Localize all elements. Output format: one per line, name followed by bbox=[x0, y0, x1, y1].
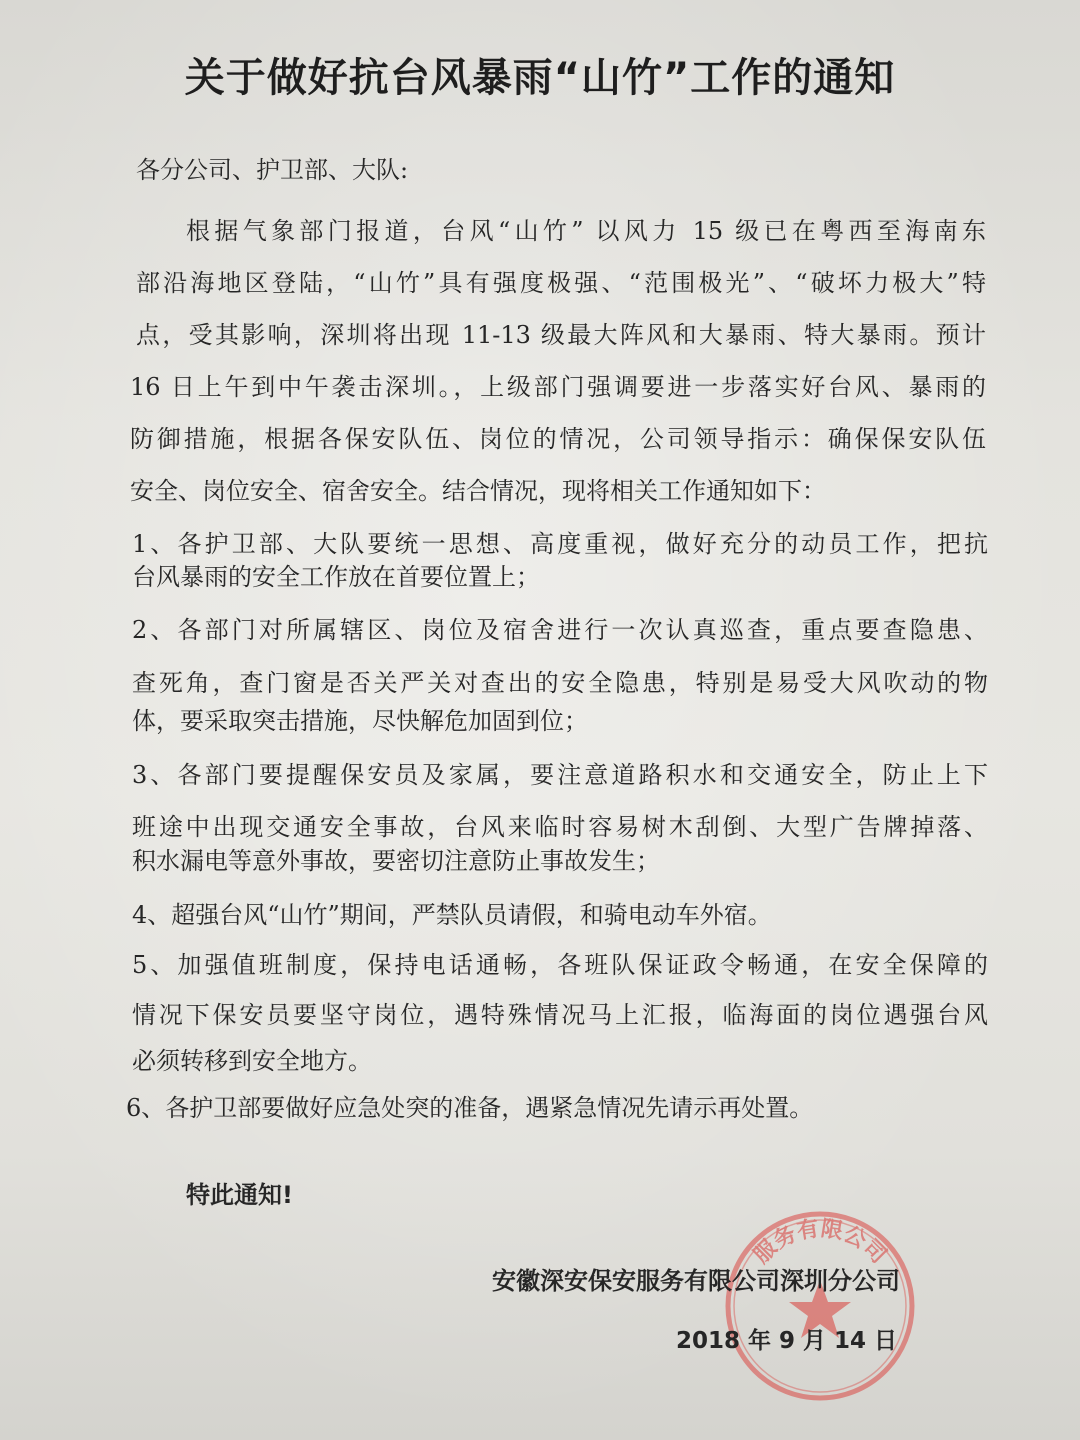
body-line: 6、各护卫部要做好应急处突的准备，遇紧急情况先请示再处置。 bbox=[126, 1094, 814, 1122]
body-line: 2、各部门对所属辖区、岗位及宿舍进行一次认真巡查，重点要查隐患、 bbox=[132, 616, 988, 644]
body-line: 4、超强台风“山竹”期间，严禁队员请假，和骑电动车外宿。 bbox=[132, 901, 772, 929]
body-line: 16 日上午到中午袭击深圳。，上级部门强调要进一步落实好台风、暴雨的 bbox=[130, 373, 986, 401]
document-title: 关于做好抗台风暴雨“山竹”工作的通知 bbox=[184, 55, 896, 101]
body-line: 班途中出现交通安全事故，台风来临时容易树木刮倒、大型广告牌掉落、 bbox=[132, 813, 988, 841]
body-line: 点，受其影响，深圳将出现 11-13 级最大阵风和大暴雨、特大暴雨。预计 bbox=[136, 321, 986, 349]
body-line: 防御措施，根据各保安队伍、岗位的情况，公司领导指示：确保保安队伍 bbox=[130, 425, 986, 453]
body-line: 5、加强值班制度，保持电话通畅，各班队保证政令畅通，在安全保障的 bbox=[132, 951, 988, 979]
svg-text:服务有限公司: 服务有限公司 bbox=[749, 1216, 891, 1269]
body-line: 体，要采取突击措施，尽快解危加固到位； bbox=[132, 707, 588, 735]
body-line: 查死角，查门窗是否关严关对查出的安全隐患，特别是易受大风吹动的物 bbox=[132, 669, 988, 697]
company-seal bbox=[720, 1206, 920, 1406]
closing-text: 特此通知! bbox=[186, 1181, 293, 1209]
signature-date: 2018 年 9 月 14 日 bbox=[676, 1328, 898, 1354]
body-line: 必须转移到安全地方。 bbox=[132, 1047, 372, 1075]
salutation: 各分公司、护卫部、大队: bbox=[136, 156, 409, 184]
body-line: 安全、岗位安全、宿舍安全。结合情况，现将相关工作通知如下： bbox=[130, 477, 826, 505]
body-line: 3、各部门要提醒保安员及家属，要注意道路积水和交通安全，防止上下 bbox=[132, 761, 988, 789]
body-line: 台风暴雨的安全工作放在首要位置上； bbox=[132, 563, 540, 591]
body-line: 根据气象部门报道，台风“山竹” 以风力 15 级已在粤西至海南东 bbox=[186, 217, 986, 245]
body-line: 部沿海地区登陆，“山竹”具有强度极强、“范围极光”、“破坏力极大”特 bbox=[136, 269, 986, 297]
body-line: 1、各护卫部、大队要统一思想、高度重视，做好充分的动员工作，把抗 bbox=[132, 530, 988, 558]
body-line: 积水漏电等意外事故，要密切注意防止事故发生； bbox=[132, 847, 660, 875]
signature-org: 安徽深安保安服务有限公司深圳分公司 bbox=[492, 1267, 900, 1295]
body-line: 情况下保安员要坚守岗位，遇特殊情况马上汇报，临海面的岗位遇强台风 bbox=[132, 1001, 988, 1029]
